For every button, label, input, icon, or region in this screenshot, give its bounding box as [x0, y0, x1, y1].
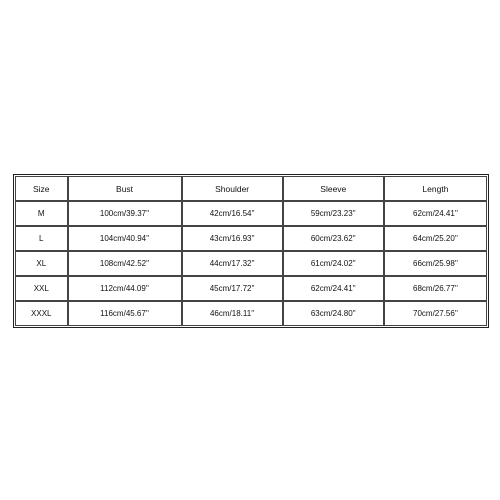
table-header [15, 176, 487, 201]
cell-bust: 100cm/39.37'' [68, 201, 182, 226]
cell-length: 66cm/25.98'' [384, 251, 487, 276]
cell-size: L [15, 226, 68, 251]
header-row [15, 176, 487, 201]
table-row [15, 226, 487, 251]
table-body [15, 201, 487, 326]
cell-sleeve: 59cm/23.23'' [283, 201, 384, 226]
size-chart-table [13, 174, 489, 328]
cell-length: 70cm/27.56'' [384, 301, 487, 326]
cell-bust: 104cm/40.94'' [68, 226, 182, 251]
header-size: Size [15, 176, 68, 201]
cell-size: M [15, 201, 68, 226]
cell-bust: 116cm/45.67'' [68, 301, 182, 326]
cell-length: 64cm/25.20'' [384, 226, 487, 251]
cell-length: 68cm/26.77'' [384, 276, 487, 301]
cell-size: XXXL [15, 301, 68, 326]
header-bust: Bust [68, 176, 182, 201]
cell-sleeve: 63cm/24.80'' [283, 301, 384, 326]
cell-shoulder: 42cm/16.54'' [182, 201, 283, 226]
table-row [15, 251, 487, 276]
cell-bust: 112cm/44.09'' [68, 276, 182, 301]
cell-sleeve: 62cm/24.41'' [283, 276, 384, 301]
table-row [15, 276, 487, 301]
header-length: Length [384, 176, 487, 201]
cell-sleeve: 60cm/23.62'' [283, 226, 384, 251]
cell-sleeve: 61cm/24.02'' [283, 251, 384, 276]
cell-bust: 108cm/42.52'' [68, 251, 182, 276]
header-sleeve: Sleeve [283, 176, 384, 201]
cell-shoulder: 43cm/16.93'' [182, 226, 283, 251]
table-row [15, 201, 487, 226]
header-shoulder: Shoulder [182, 176, 283, 201]
cell-size: XL [15, 251, 68, 276]
table-row [15, 301, 487, 326]
cell-shoulder: 46cm/18.11'' [182, 301, 283, 326]
cell-size: XXL [15, 276, 68, 301]
cell-shoulder: 44cm/17.32'' [182, 251, 283, 276]
cell-shoulder: 45cm/17.72'' [182, 276, 283, 301]
cell-length: 62cm/24.41'' [384, 201, 487, 226]
